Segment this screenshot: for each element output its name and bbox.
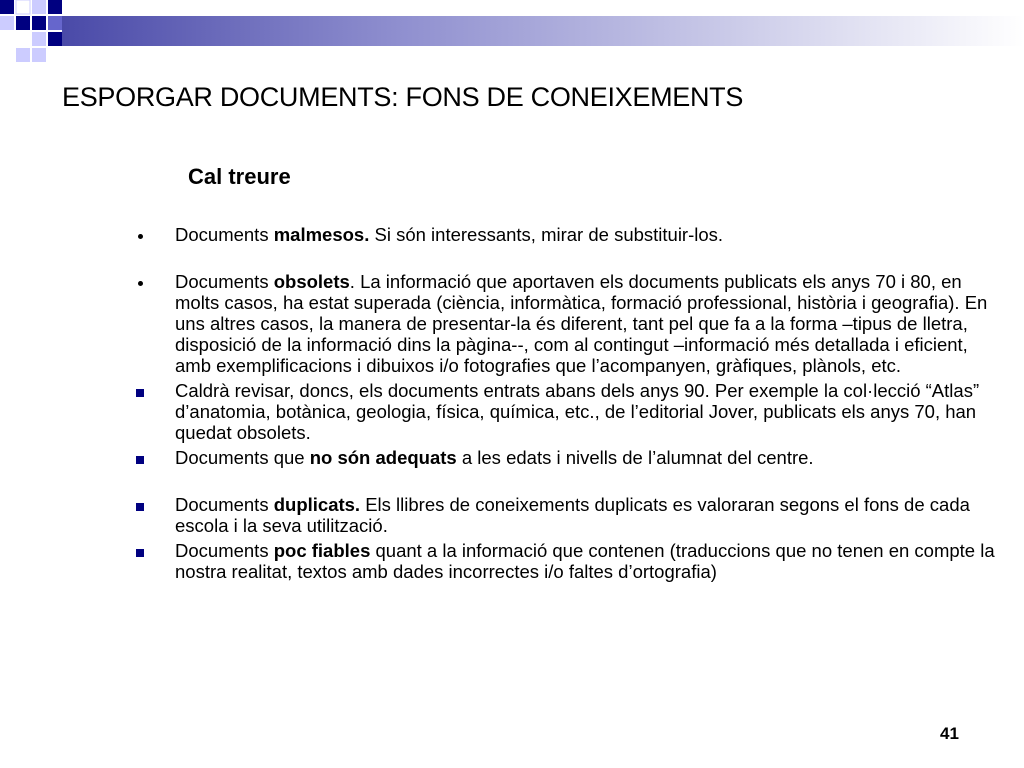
bullet-square-icon: [135, 498, 149, 512]
deco-square: [16, 48, 30, 62]
bullet-dot-icon: [135, 275, 149, 289]
deco-square: [16, 0, 30, 14]
deco-square: [48, 32, 62, 46]
slide-title: ESPORGAR DOCUMENTS: FONS DE CONEIXEMENTS: [62, 82, 744, 112]
slide-subtitle: Cal treure: [188, 164, 291, 189]
bullet-item: Caldrà revisar, doncs, els documents entrats abans dels anys 90. Per exemple la col·lecció “Atlas” d’anatomia, botànica, geologia, física, química, etc., de l’editorial Jover, publicats els anys 70, han quedat obsolets.: [135, 380, 995, 443]
bullet-square-icon: [135, 451, 149, 465]
page-number: 41: [940, 724, 959, 743]
deco-square: [0, 0, 14, 14]
deco-square: [32, 48, 46, 62]
bullet-square-icon: [135, 544, 149, 558]
decorative-header-band: [0, 0, 1024, 70]
deco-square: [32, 0, 46, 14]
deco-square: [48, 0, 62, 14]
deco-square: [0, 16, 14, 30]
bullet-square-icon: [135, 384, 149, 398]
bullet-item: Documents obsolets. La informació que aportaven els documents publicats els anys 70 i 80, en molts casos, ha estat superada (ciència, informàtica, formació professional, història i geografia). En uns altres casos, la manera de presentar-la és diferent, tant pel que fa a la forma –tipus de lletra, disposició de la informació dins la pàgina--, com al contingut –informació més detallada i eficient, amb exemplificacions i dibuixos i/o fotografies que l’acompanyen, gràfiques, plànols, etc.: [135, 271, 995, 376]
bullet-item: Documents duplicats. Els llibres de coneixements duplicats es valoraran segons el fons de cada escola i la seva utilització.: [135, 494, 995, 536]
deco-square: [48, 16, 62, 30]
bullet-dot-icon: [135, 228, 149, 242]
deco-square: [32, 32, 46, 46]
bullet-item: Documents que no són adequats a les edats i nivells de l’alumnat del centre.: [135, 447, 995, 468]
bullet-item: Documents poc fiables quant a la informació que contenen (traduccions que no tenen en compte la nostra realitat, textos amb dades incorrectes i/o faltes d’ortografia): [135, 540, 995, 582]
bullet-list: [135, 224, 995, 582]
deco-square: [32, 16, 46, 30]
deco-square: [16, 16, 30, 30]
bullet-item: Documents malmesos. Si són interessants, mirar de substituir-los.: [135, 224, 995, 245]
